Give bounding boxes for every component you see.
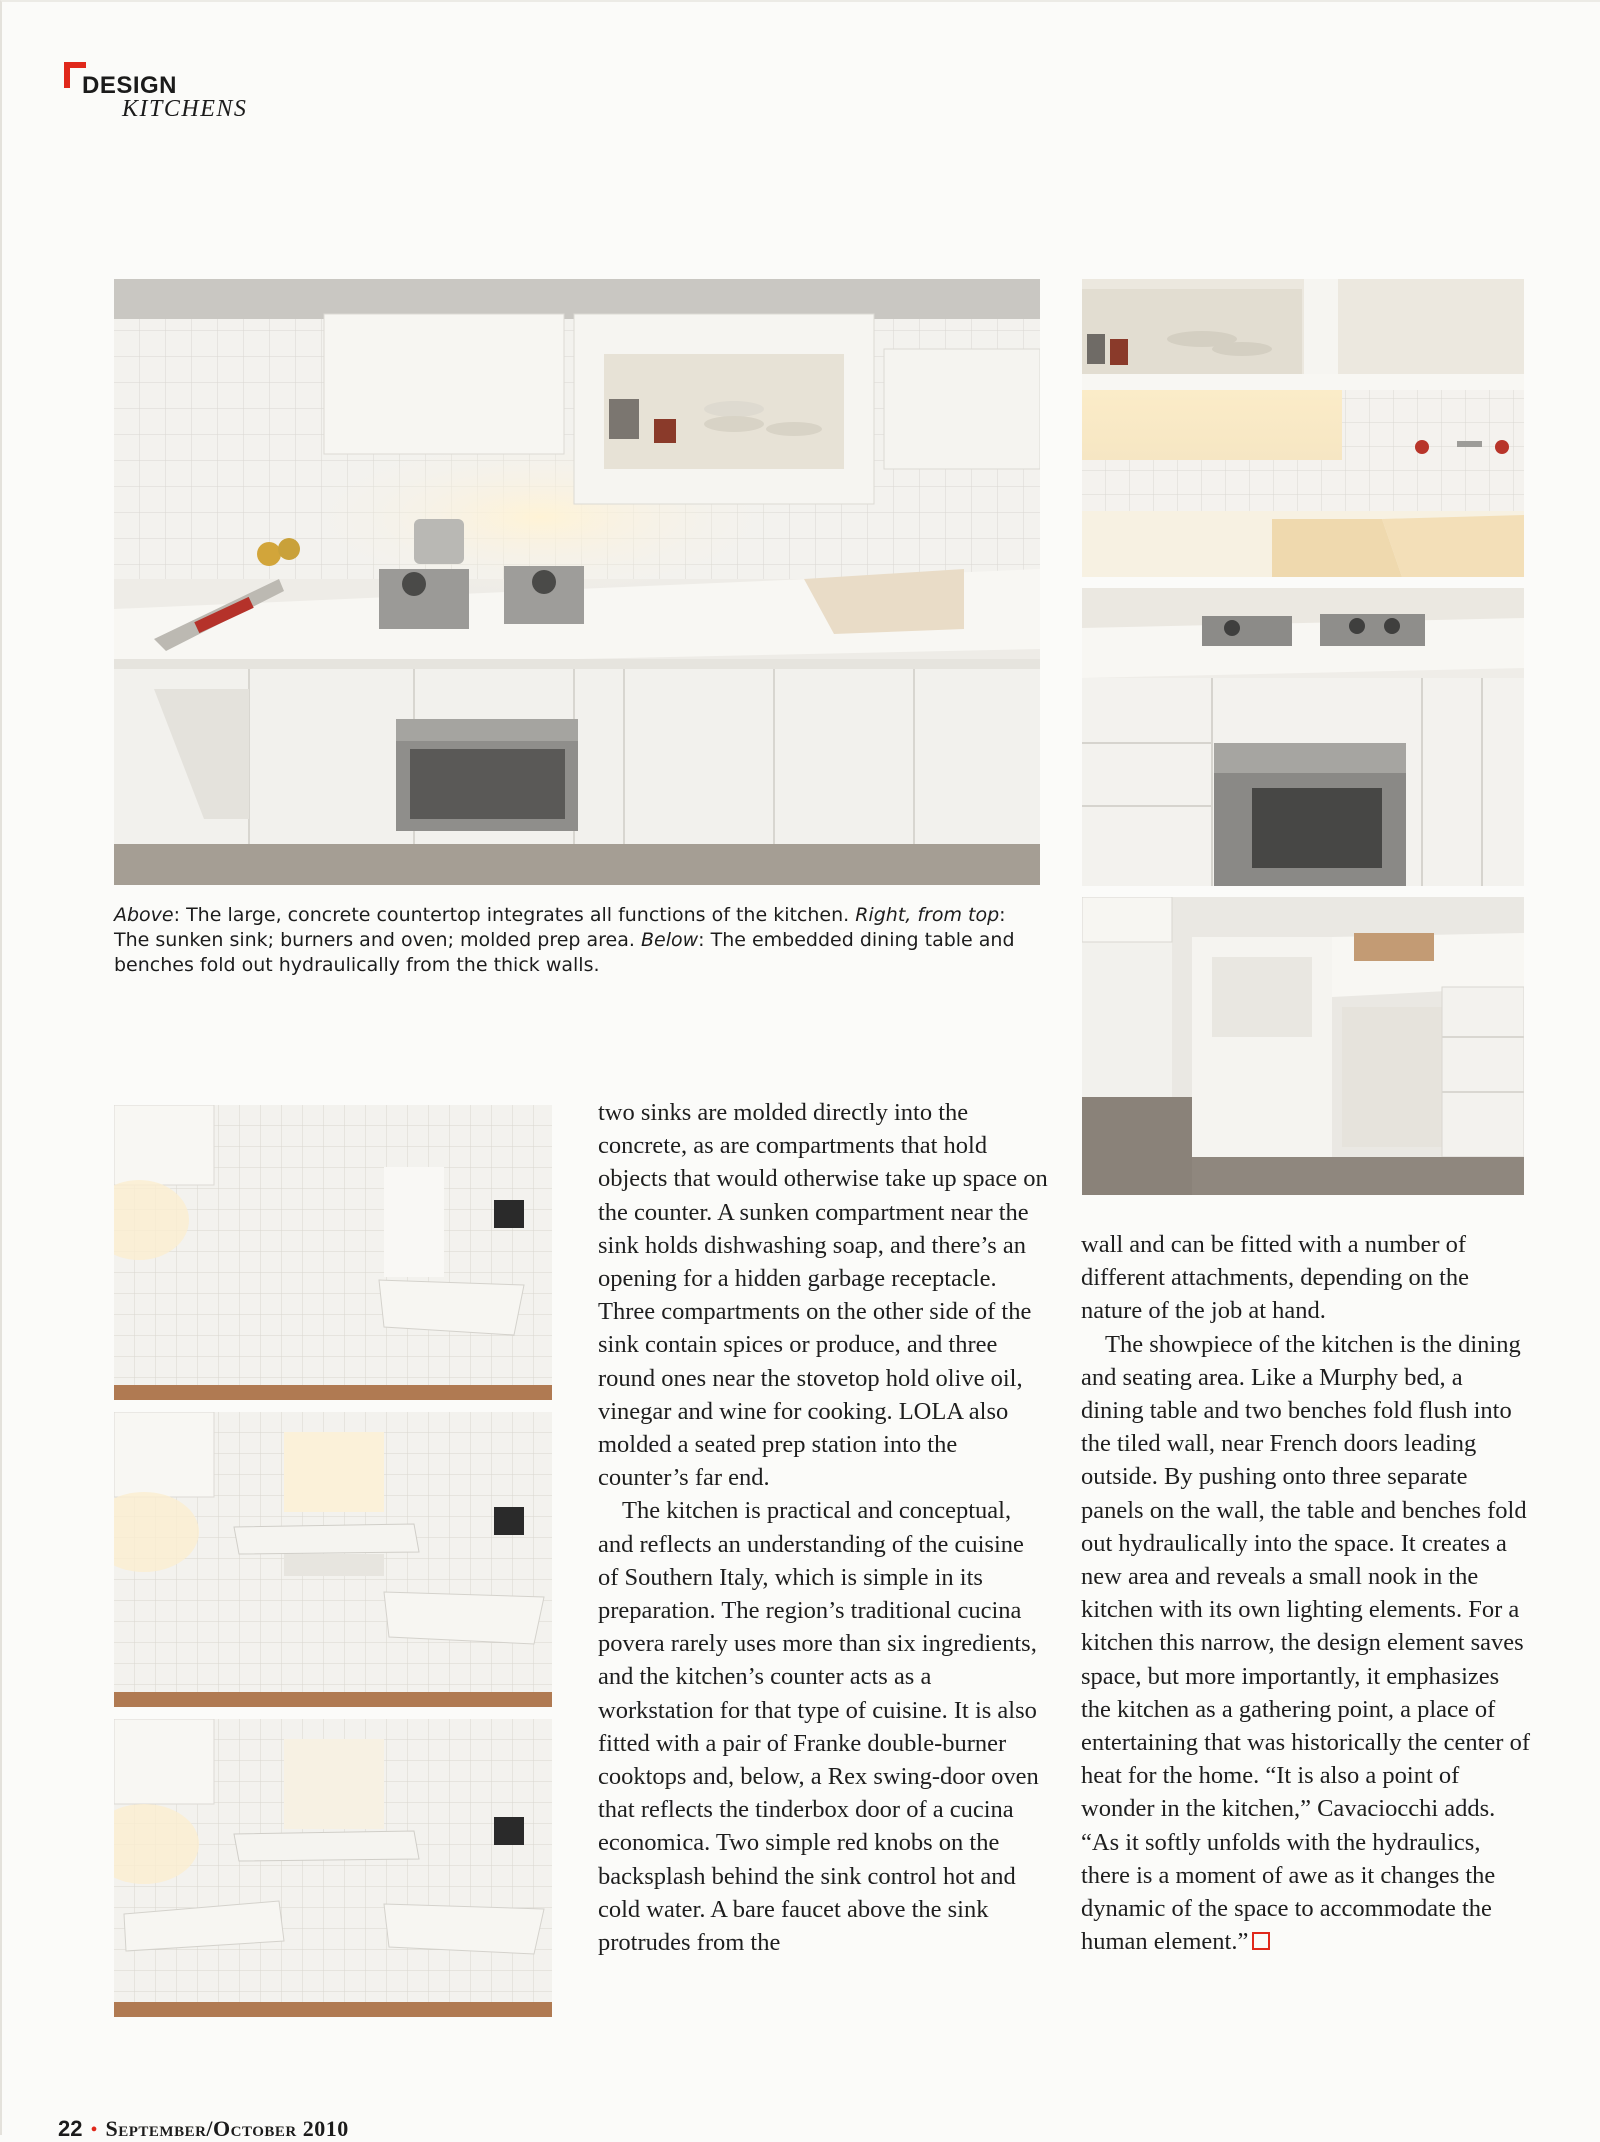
burners-oven-photo xyxy=(1082,588,1524,886)
caption-label-below: Below xyxy=(640,929,699,951)
caption-label-above: Above xyxy=(114,904,174,926)
issue-date: September/October 2010 xyxy=(105,2116,349,2141)
body-paragraph: wall and can be fitted with a number of different attachments, depending on the nature of the job at hand. xyxy=(1081,1231,1470,1325)
body-paragraph: The kitchen is practical and conceptual, and reflects an understanding of the cuisine of Southern Italy, which is simple in its preparation. The region’s traditional cucina povera rarely uses more than six ingredients, and the kitchen’s counter acts as a workstation for that type of cuisine. It is also fitted with a pair of Franke double-burner cooktops and, below, a Rex swing-door oven that reflects the tinderbox door of a cucina economica. Two simple red knobs on the backsplash behind the sink control hot and cold water. A bare faucet above the sink protrudes from the xyxy=(598,1497,1039,1957)
caption-text xyxy=(114,903,1034,978)
caption-text-below: : The embedded dining table and benches fold out hydraulically from the thick walls. xyxy=(114,929,1015,976)
main-kitchen-photo xyxy=(114,279,1040,885)
dining-opening-image xyxy=(114,1412,552,1707)
footer-bullet: • xyxy=(90,2119,98,2141)
page-number: 22 xyxy=(58,2116,83,2141)
body-paragraph-final xyxy=(1081,1328,1531,1959)
dining-open-image xyxy=(114,1719,552,2017)
body-paragraph-text: The showpiece of the kitchen is the dining and seating area. Like a Murphy bed, a dining table and two benches fold flush into the tiled wall, near French doors leading outside. By pushing onto three separate panels on the wall, the table and benches fold out hydraulically into the space. It creates a new area and reveals a small nook in the kitchen with its own lighting elements. For a kitchen this narrow, the design element saves space, but more importantly, it emphasizes the kitchen as a gathering point, a place of entertaining that was historically the center of heat for the home. “It is also a point of wonder in the kitchen,” Cavaciocchi adds. “As it softly unfolds with the hydraulics, there is a moment of awe as it changes the dynamic of the space to accommodate the human element.” xyxy=(1081,1330,1531,1956)
prep-area-photo xyxy=(1082,897,1524,1195)
dining-closed-image xyxy=(114,1105,552,1400)
dining-open-photo xyxy=(114,1719,552,2017)
body-column-middle xyxy=(598,1096,1048,1959)
end-of-article-icon xyxy=(1252,1932,1270,1950)
burners-oven-image xyxy=(1082,588,1524,886)
page-footer xyxy=(58,2116,349,2142)
prep-area-image xyxy=(1082,897,1524,1195)
sunken-sink-image xyxy=(1082,279,1524,577)
main-kitchen-image xyxy=(114,279,1040,885)
caption-text-right: : The sunken sink; burners and oven; molded prep area. xyxy=(114,904,1006,951)
section-subcategory: KITCHENS xyxy=(122,96,248,122)
photo-caption xyxy=(114,903,1034,978)
body-paragraph: two sinks are molded directly into the concrete, as are compartments that hold objects that would otherwise take up space on the counter. A sunken compartment near the sink holds dishwashing soap, and there’s an opening for a hidden garbage receptacle. Three compartments on the other side of the sink contain spices or produce, and three round ones near the stovetop hold olive oil, vinegar and wine for cooking. LOLA also molded a seated prep station into the counter’s far end. xyxy=(598,1099,1048,1492)
caption-text-above: : The large, concrete countertop integrates all functions of the kitchen. xyxy=(173,904,856,926)
body-column-right xyxy=(1081,1228,1531,1958)
section-category: DESIGN xyxy=(82,72,178,99)
caption-label-right: Right, from top xyxy=(855,904,1000,926)
sunken-sink-photo xyxy=(1082,279,1524,577)
dining-closed-photo xyxy=(114,1105,552,1400)
dining-opening-photo xyxy=(114,1412,552,1707)
